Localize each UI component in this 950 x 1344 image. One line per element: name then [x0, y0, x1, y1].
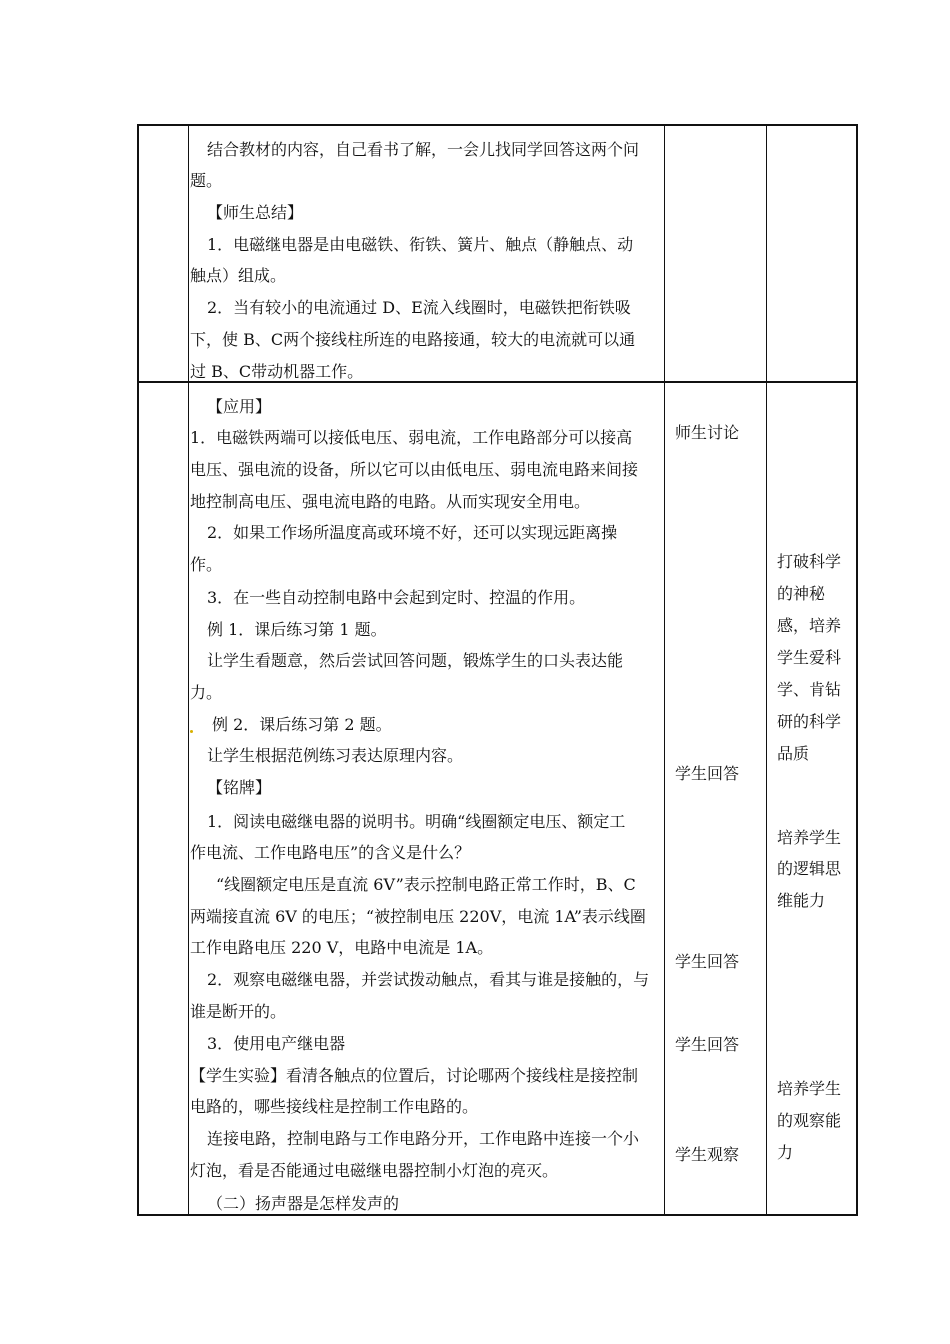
- table-bottom-border: [137, 1214, 858, 1216]
- content-line: 连接电路，控制电路与工作电路分开，工作电路中连接一个小: [207, 1129, 640, 1148]
- content-line: 1．阅读电磁继电器的说明书。明确“线圈额定电压、额定工: [207, 812, 626, 831]
- content-line: 3．在一些自动控制电路中会起到定时、控温的作用。: [207, 588, 586, 607]
- content-line: 下，使 B、C两个接线柱所连的电路接通，较大的电流就可以通: [190, 330, 636, 349]
- goal-line: 学、肯钻: [777, 680, 842, 699]
- content-line: 地控制高电压、强电流电路的电路。从而实现安全用电。: [190, 492, 591, 511]
- activity-label: 学生回答: [675, 1035, 740, 1054]
- column-divider-1: [188, 124, 189, 1215]
- activity-label: 学生观察: [675, 1145, 740, 1164]
- section-heading: （二）扬声器是怎样发声的: [207, 1194, 400, 1213]
- content-line: 过 B、C带动机器工作。: [190, 362, 364, 381]
- content-line: 2．如果工作场所温度高或环境不好，还可以实现远距离操: [207, 523, 618, 542]
- goal-line: 维能力: [777, 891, 826, 910]
- table-right-border: [856, 124, 858, 1215]
- activity-label: 学生回答: [675, 952, 740, 971]
- goal-line: 品质: [777, 744, 810, 763]
- content-line: 电路的，哪些接线柱是控制工作电路的。: [190, 1097, 479, 1116]
- column-divider-3: [766, 124, 767, 1215]
- content-line: 让学生看题意，然后尝试回答问题，锻炼学生的口头表达能: [207, 651, 624, 670]
- content-line: 力。: [190, 683, 223, 702]
- content-line: 灯泡，看是否能通过电磁继电器控制小灯泡的亮灭。: [190, 1161, 559, 1180]
- content-line: 1．电磁继电器是由电磁铁、衔铁、簧片、触点（静触点、动: [207, 235, 634, 254]
- content-line: 工作电路电压 220 V，电路中电流是 1A。: [190, 938, 494, 957]
- content-line: 【学生实验】看清各触点的位置后，讨论哪两个接线柱是接控制: [190, 1066, 639, 1085]
- section-heading: 【师生总结】: [207, 203, 304, 222]
- content-line: 题。: [190, 171, 223, 190]
- activity-label: 学生回答: [675, 764, 740, 783]
- content-line: 例 2．课后练习第 2 题。: [212, 715, 392, 734]
- content-line: 例 1．课后练习第 1 题。: [207, 620, 387, 639]
- content-line: 结合教材的内容，自己看书了解，一会儿找同学回答这两个问: [207, 140, 640, 159]
- section-heading: 【应用】: [207, 397, 272, 416]
- content-line: 让学生根据范例练习表达原理内容。: [207, 746, 464, 765]
- goal-line: 的逻辑思: [777, 859, 842, 878]
- goal-line: 的神秘: [777, 584, 826, 603]
- content-line: 作电流、工作电路电压”的含义是什么？: [190, 843, 471, 862]
- column-divider-2: [664, 124, 665, 1215]
- table-left-border: [137, 124, 139, 1215]
- content-line: “线圈额定电压是直流 6V”表示控制电路正常工作时，B、C: [216, 875, 636, 894]
- content-line: 谁是断开的。: [190, 1002, 287, 1021]
- goal-line: 打破科学: [777, 552, 842, 571]
- goal-line: 培养学生: [777, 828, 842, 847]
- content-line: 2．当有较小的电流通过 D、E流入线圈时，电磁铁把衔铁吸: [207, 298, 631, 317]
- goal-line: 力: [777, 1143, 794, 1162]
- stray-mark: [190, 730, 193, 733]
- goal-line: 培养学生: [777, 1079, 842, 1098]
- activity-label: 师生讨论: [675, 423, 740, 442]
- content-line: 2．观察电磁继电器，并尝试拨动触点，看其与谁是接触的，与: [207, 970, 650, 989]
- goal-line: 学生爱科: [777, 648, 842, 667]
- content-line: 两端接直流 6V 的电压；“被控制电压 220V，电流 1A”表示线圈: [190, 907, 646, 926]
- content-line: 3．使用电产继电器: [207, 1034, 346, 1053]
- goal-line: 感，培养: [777, 616, 842, 635]
- table-top-border: [137, 124, 858, 126]
- content-line: 电压、强电流的设备，所以它可以由低电压、弱电流电路来间接: [190, 460, 639, 479]
- goal-line: 的观察能: [777, 1111, 842, 1130]
- goal-line: 研的科学: [777, 712, 842, 731]
- content-line: 作。: [190, 555, 223, 574]
- content-line: 1．电磁铁两端可以接低电压、弱电流，工作电路部分可以接高: [190, 428, 633, 447]
- section-heading: 【铭牌】: [207, 778, 272, 797]
- content-line: 触点）组成。: [190, 266, 287, 285]
